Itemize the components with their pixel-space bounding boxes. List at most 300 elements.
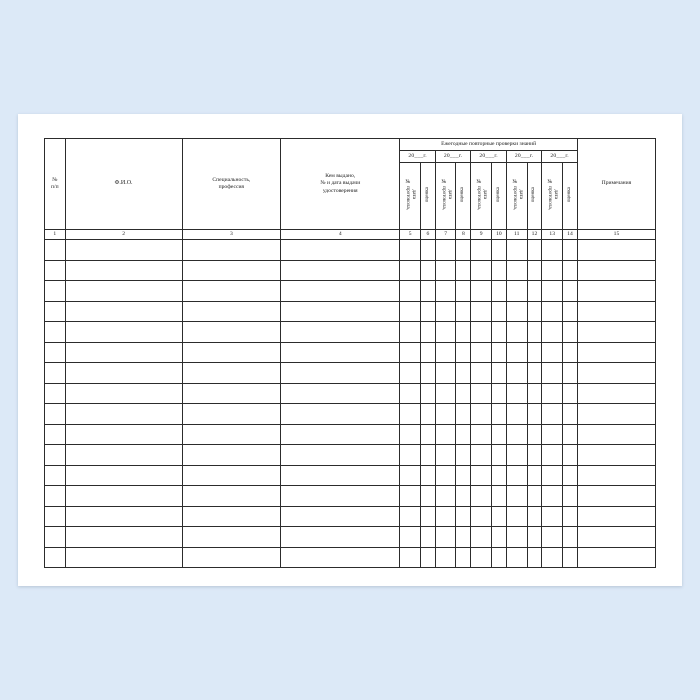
table-cell[interactable] — [400, 445, 421, 466]
table-cell[interactable] — [45, 486, 66, 507]
table-cell[interactable] — [281, 445, 400, 466]
table-cell[interactable] — [563, 322, 578, 343]
table-cell[interactable] — [577, 547, 655, 568]
table-cell[interactable] — [281, 404, 400, 425]
table-cell[interactable] — [563, 260, 578, 281]
table-cell[interactable] — [456, 424, 471, 445]
table-cell[interactable] — [506, 301, 527, 322]
header-protocol-2-text: № протокола, дата — [440, 179, 453, 210]
table-row[interactable] — [45, 486, 656, 507]
table-cell[interactable] — [400, 260, 421, 281]
table-cell[interactable] — [182, 281, 281, 302]
table-cell[interactable] — [506, 281, 527, 302]
header-year-group-3: 20___г. — [471, 151, 507, 163]
table-cell[interactable] — [420, 240, 435, 261]
table-cell[interactable] — [420, 260, 435, 281]
table-cell[interactable] — [65, 322, 182, 343]
table-cell[interactable] — [527, 383, 542, 404]
table-cell[interactable] — [527, 240, 542, 261]
table-cell[interactable] — [527, 260, 542, 281]
table-cell[interactable] — [491, 322, 506, 343]
table-cell[interactable] — [527, 465, 542, 486]
table-cell[interactable] — [471, 322, 492, 343]
table-cell[interactable] — [471, 342, 492, 363]
table-cell[interactable] — [456, 301, 471, 322]
table-cell[interactable] — [542, 486, 563, 507]
table-cell[interactable] — [400, 404, 421, 425]
table-cell[interactable] — [420, 322, 435, 343]
table-cell[interactable] — [506, 342, 527, 363]
table-cell[interactable] — [577, 506, 655, 527]
header-notes — [577, 139, 655, 230]
table-cell[interactable] — [182, 465, 281, 486]
table-cell[interactable] — [420, 486, 435, 507]
table-cell[interactable] — [542, 445, 563, 466]
table-cell[interactable] — [400, 424, 421, 445]
table-cell[interactable] — [506, 547, 527, 568]
table-cell[interactable] — [491, 445, 506, 466]
table-cell[interactable] — [65, 383, 182, 404]
table-cell[interactable] — [182, 240, 281, 261]
table-cell[interactable] — [182, 260, 281, 281]
table-cell[interactable] — [182, 424, 281, 445]
table-cell[interactable] — [491, 281, 506, 302]
header-row-number-line1: № — [52, 176, 58, 183]
table-cell[interactable] — [456, 506, 471, 527]
table-cell[interactable] — [420, 547, 435, 568]
header-certificate-line3: удостоверения — [322, 187, 358, 194]
table-cell[interactable] — [182, 404, 281, 425]
table-cell[interactable] — [577, 240, 655, 261]
table-cell[interactable] — [435, 240, 456, 261]
column-number-4: 4 — [281, 230, 400, 240]
table-cell[interactable] — [435, 465, 456, 486]
table-cell[interactable] — [456, 281, 471, 302]
table-cell[interactable] — [577, 363, 655, 384]
table-cell[interactable] — [420, 424, 435, 445]
table-cell[interactable] — [542, 301, 563, 322]
table-cell[interactable] — [542, 404, 563, 425]
table-cell[interactable] — [563, 301, 578, 322]
table-cell[interactable] — [456, 260, 471, 281]
table-cell[interactable] — [65, 342, 182, 363]
header-year-group-4: 20___г. — [506, 151, 542, 163]
table-cell[interactable] — [435, 486, 456, 507]
table-cell[interactable] — [65, 547, 182, 568]
table-cell[interactable] — [471, 260, 492, 281]
table-cell[interactable] — [400, 486, 421, 507]
table-cell[interactable] — [45, 424, 66, 445]
table-cell[interactable] — [527, 281, 542, 302]
table-cell[interactable] — [65, 486, 182, 507]
header-specialty — [182, 139, 281, 230]
table-cell[interactable] — [456, 445, 471, 466]
table-cell[interactable] — [400, 465, 421, 486]
table-row[interactable] — [45, 322, 656, 343]
table-cell[interactable] — [563, 506, 578, 527]
table-row[interactable] — [45, 383, 656, 404]
table-row[interactable] — [45, 363, 656, 384]
table-row[interactable] — [45, 240, 656, 261]
table-cell[interactable] — [577, 445, 655, 466]
table-cell[interactable] — [542, 240, 563, 261]
table-cell[interactable] — [563, 383, 578, 404]
table-row[interactable] — [45, 404, 656, 425]
table-cell[interactable] — [491, 527, 506, 548]
table-cell[interactable] — [420, 383, 435, 404]
table-cell[interactable] — [491, 260, 506, 281]
table-cell[interactable] — [527, 527, 542, 548]
table-cell[interactable] — [471, 424, 492, 445]
table-row[interactable] — [45, 424, 656, 445]
table-cell[interactable] — [182, 506, 281, 527]
table-cell[interactable] — [45, 527, 66, 548]
column-number-5: 5 — [400, 230, 421, 240]
header-grade-5-text: оценка — [565, 186, 572, 203]
table-cell[interactable] — [182, 342, 281, 363]
table-cell[interactable] — [281, 424, 400, 445]
table-cell[interactable] — [45, 547, 66, 568]
table-cell[interactable] — [527, 506, 542, 527]
column-number-12: 12 — [527, 230, 542, 240]
table-cell[interactable] — [491, 547, 506, 568]
header-row-number-line2: п/п — [51, 184, 59, 190]
header-protocol-4-text: № протокола, дата — [511, 179, 524, 210]
table-cell[interactable] — [182, 383, 281, 404]
table-cell[interactable] — [45, 281, 66, 302]
header-grade-1 — [420, 163, 435, 230]
table-row[interactable] — [45, 301, 656, 322]
table-cell[interactable] — [527, 486, 542, 507]
table-cell[interactable] — [542, 363, 563, 384]
table-cell[interactable] — [506, 527, 527, 548]
header-certificate-line2: № и дата выдачи — [320, 180, 361, 187]
table-cell[interactable] — [542, 465, 563, 486]
header-full-name — [65, 139, 182, 230]
header-protocol-5 — [542, 163, 563, 230]
table-cell[interactable] — [400, 527, 421, 548]
table-cell[interactable] — [471, 363, 492, 384]
table-cell[interactable] — [65, 363, 182, 384]
table-cell[interactable] — [400, 547, 421, 568]
table-cell[interactable] — [491, 465, 506, 486]
table-cell[interactable] — [45, 260, 66, 281]
table-cell[interactable] — [435, 281, 456, 302]
table-cell[interactable] — [456, 547, 471, 568]
table-cell[interactable] — [471, 547, 492, 568]
column-number-13: 13 — [542, 230, 563, 240]
table-cell[interactable] — [420, 342, 435, 363]
table-cell[interactable] — [563, 445, 578, 466]
table-cell[interactable] — [506, 260, 527, 281]
table-cell[interactable] — [281, 301, 400, 322]
table-cell[interactable] — [182, 363, 281, 384]
table-cell[interactable] — [456, 404, 471, 425]
table-cell[interactable] — [471, 240, 492, 261]
table-cell[interactable] — [400, 383, 421, 404]
table-row[interactable] — [45, 445, 656, 466]
table-cell[interactable] — [281, 465, 400, 486]
header-grade-2-text: оценка — [459, 186, 466, 203]
table-cell[interactable] — [435, 547, 456, 568]
header-year-group-1: 20___г. — [400, 151, 436, 163]
table-cell[interactable] — [456, 465, 471, 486]
table-cell[interactable] — [527, 445, 542, 466]
table-cell[interactable] — [563, 465, 578, 486]
header-grade-3-text: оценка — [494, 186, 501, 203]
table-cell[interactable] — [435, 363, 456, 384]
table-cell[interactable] — [563, 342, 578, 363]
table-cell[interactable] — [65, 240, 182, 261]
table-cell[interactable] — [527, 404, 542, 425]
table-cell[interactable] — [435, 424, 456, 445]
table-cell[interactable] — [577, 486, 655, 507]
table-cell[interactable] — [542, 322, 563, 343]
table-cell[interactable] — [542, 424, 563, 445]
table-cell[interactable] — [435, 260, 456, 281]
table-cell[interactable] — [456, 383, 471, 404]
table-cell[interactable] — [491, 342, 506, 363]
table-cell[interactable] — [506, 486, 527, 507]
table-cell[interactable] — [400, 506, 421, 527]
table-cell[interactable] — [65, 260, 182, 281]
table-cell[interactable] — [471, 445, 492, 466]
table-cell[interactable] — [65, 424, 182, 445]
table-cell[interactable] — [65, 281, 182, 302]
table-cell[interactable] — [542, 506, 563, 527]
table-cell[interactable] — [281, 281, 400, 302]
header-specialty-line2: профессия — [218, 184, 245, 190]
table-cell[interactable] — [182, 527, 281, 548]
journal-table-wrapper — [44, 138, 656, 568]
table-cell[interactable] — [506, 506, 527, 527]
table-cell[interactable] — [527, 547, 542, 568]
table-cell[interactable] — [456, 342, 471, 363]
table-cell[interactable] — [281, 342, 400, 363]
table-cell[interactable] — [435, 322, 456, 343]
table-cell[interactable] — [420, 363, 435, 384]
table-cell[interactable] — [281, 383, 400, 404]
table-cell[interactable] — [435, 527, 456, 548]
table-cell[interactable] — [491, 301, 506, 322]
table-cell[interactable] — [45, 465, 66, 486]
header-grade-1-text: оценка — [423, 186, 430, 203]
header-protocol-3 — [471, 163, 492, 230]
table-cell[interactable] — [491, 404, 506, 425]
table-cell[interactable] — [542, 527, 563, 548]
table-cell[interactable] — [471, 383, 492, 404]
table-cell[interactable] — [420, 281, 435, 302]
table-cell[interactable] — [506, 465, 527, 486]
table-cell[interactable] — [182, 547, 281, 568]
table-cell[interactable] — [491, 486, 506, 507]
table-cell[interactable] — [456, 322, 471, 343]
column-number-11: 11 — [506, 230, 527, 240]
table-cell[interactable] — [281, 260, 400, 281]
table-cell[interactable] — [577, 322, 655, 343]
table-cell[interactable] — [65, 301, 182, 322]
table-cell[interactable] — [506, 404, 527, 425]
table-cell[interactable] — [506, 322, 527, 343]
table-cell[interactable] — [182, 486, 281, 507]
table-cell[interactable] — [471, 281, 492, 302]
table-cell[interactable] — [45, 240, 66, 261]
table-cell[interactable] — [456, 527, 471, 548]
column-number-8: 8 — [456, 230, 471, 240]
table-cell[interactable] — [506, 445, 527, 466]
column-number-9: 9 — [471, 230, 492, 240]
table-cell[interactable] — [471, 506, 492, 527]
table-cell[interactable] — [506, 240, 527, 261]
table-cell[interactable] — [435, 445, 456, 466]
table-cell[interactable] — [435, 404, 456, 425]
table-cell[interactable] — [45, 445, 66, 466]
table-cell[interactable] — [542, 281, 563, 302]
table-row[interactable] — [45, 281, 656, 302]
table-cell[interactable] — [281, 506, 400, 527]
table-cell[interactable] — [420, 445, 435, 466]
table-cell[interactable] — [420, 301, 435, 322]
table-cell[interactable] — [182, 301, 281, 322]
table-cell[interactable] — [65, 404, 182, 425]
column-number-3: 3 — [182, 230, 281, 240]
header-grade-5 — [563, 163, 578, 230]
table-cell[interactable] — [45, 363, 66, 384]
header-annual-checks-group: Ежегодные повторные проверки знаний — [400, 139, 578, 151]
table-cell[interactable] — [491, 240, 506, 261]
table-cell[interactable] — [563, 424, 578, 445]
table-cell[interactable] — [542, 383, 563, 404]
header-full-name-label: Ф.И.О. — [114, 180, 133, 187]
journal-table-body — [45, 240, 656, 568]
table-cell[interactable] — [45, 342, 66, 363]
table-row[interactable] — [45, 547, 656, 568]
table-cell[interactable] — [577, 342, 655, 363]
table-cell[interactable] — [456, 363, 471, 384]
table-cell[interactable] — [400, 301, 421, 322]
table-cell[interactable] — [456, 486, 471, 507]
table-cell[interactable] — [281, 527, 400, 548]
table-cell[interactable] — [577, 383, 655, 404]
table-cell[interactable] — [563, 486, 578, 507]
table-cell[interactable] — [45, 506, 66, 527]
table-cell[interactable] — [65, 465, 182, 486]
table-cell[interactable] — [563, 527, 578, 548]
table-row[interactable] — [45, 465, 656, 486]
table-cell[interactable] — [577, 404, 655, 425]
table-cell[interactable] — [563, 363, 578, 384]
table-cell[interactable] — [563, 240, 578, 261]
table-cell[interactable] — [491, 424, 506, 445]
header-notes-label: Примечания — [601, 180, 632, 187]
table-cell[interactable] — [563, 404, 578, 425]
table-cell[interactable] — [577, 260, 655, 281]
table-cell[interactable] — [527, 424, 542, 445]
table-cell[interactable] — [400, 363, 421, 384]
column-number-1: 1 — [45, 230, 66, 240]
table-cell[interactable] — [471, 404, 492, 425]
header-grade-4 — [527, 163, 542, 230]
column-number-10: 10 — [491, 230, 506, 240]
table-cell[interactable] — [65, 506, 182, 527]
table-cell[interactable] — [45, 301, 66, 322]
table-cell[interactable] — [471, 527, 492, 548]
table-cell[interactable] — [456, 240, 471, 261]
table-cell[interactable] — [420, 506, 435, 527]
table-cell[interactable] — [400, 322, 421, 343]
table-row[interactable] — [45, 342, 656, 363]
header-year-group-5: 20___г. — [542, 151, 578, 163]
table-cell[interactable] — [45, 404, 66, 425]
table-cell[interactable] — [506, 424, 527, 445]
table-cell[interactable] — [491, 506, 506, 527]
header-row-number — [45, 139, 66, 230]
table-cell[interactable] — [471, 486, 492, 507]
table-cell[interactable] — [45, 383, 66, 404]
table-cell[interactable] — [491, 383, 506, 404]
table-cell[interactable] — [420, 465, 435, 486]
header-grade-3 — [491, 163, 506, 230]
table-cell[interactable] — [65, 445, 182, 466]
table-cell[interactable] — [435, 342, 456, 363]
table-cell[interactable] — [435, 383, 456, 404]
table-cell[interactable] — [281, 240, 400, 261]
header-protocol-3-text: № протокола, дата — [476, 179, 489, 210]
table-row[interactable] — [45, 527, 656, 548]
table-cell[interactable] — [435, 506, 456, 527]
table-cell[interactable] — [577, 301, 655, 322]
table-cell[interactable] — [420, 527, 435, 548]
table-cell[interactable] — [491, 363, 506, 384]
table-cell[interactable] — [400, 281, 421, 302]
table-cell[interactable] — [577, 465, 655, 486]
table-cell[interactable] — [400, 342, 421, 363]
table-cell[interactable] — [506, 363, 527, 384]
table-cell[interactable] — [281, 547, 400, 568]
table-cell[interactable] — [577, 527, 655, 548]
table-cell[interactable] — [527, 322, 542, 343]
table-cell[interactable] — [471, 301, 492, 322]
column-number-15: 15 — [577, 230, 655, 240]
table-row[interactable] — [45, 260, 656, 281]
table-cell[interactable] — [420, 404, 435, 425]
table-cell[interactable] — [527, 342, 542, 363]
header-protocol-1-text: № протокола, дата — [405, 179, 418, 210]
table-cell[interactable] — [400, 240, 421, 261]
table-cell[interactable] — [563, 547, 578, 568]
table-cell[interactable] — [281, 486, 400, 507]
table-cell[interactable] — [542, 547, 563, 568]
table-cell[interactable] — [182, 322, 281, 343]
table-cell[interactable] — [527, 363, 542, 384]
table-cell[interactable] — [542, 260, 563, 281]
table-cell[interactable] — [506, 383, 527, 404]
table-cell[interactable] — [45, 322, 66, 343]
table-cell[interactable] — [577, 281, 655, 302]
table-cell[interactable] — [471, 465, 492, 486]
table-cell[interactable] — [281, 363, 400, 384]
table-row[interactable] — [45, 506, 656, 527]
table-cell[interactable] — [435, 301, 456, 322]
table-cell[interactable] — [182, 445, 281, 466]
table-cell[interactable] — [65, 527, 182, 548]
header-specialty-line1: Специальность, — [212, 176, 251, 183]
table-cell[interactable] — [577, 424, 655, 445]
table-cell[interactable] — [281, 322, 400, 343]
table-cell[interactable] — [542, 342, 563, 363]
table-cell[interactable] — [563, 281, 578, 302]
table-cell[interactable] — [527, 301, 542, 322]
